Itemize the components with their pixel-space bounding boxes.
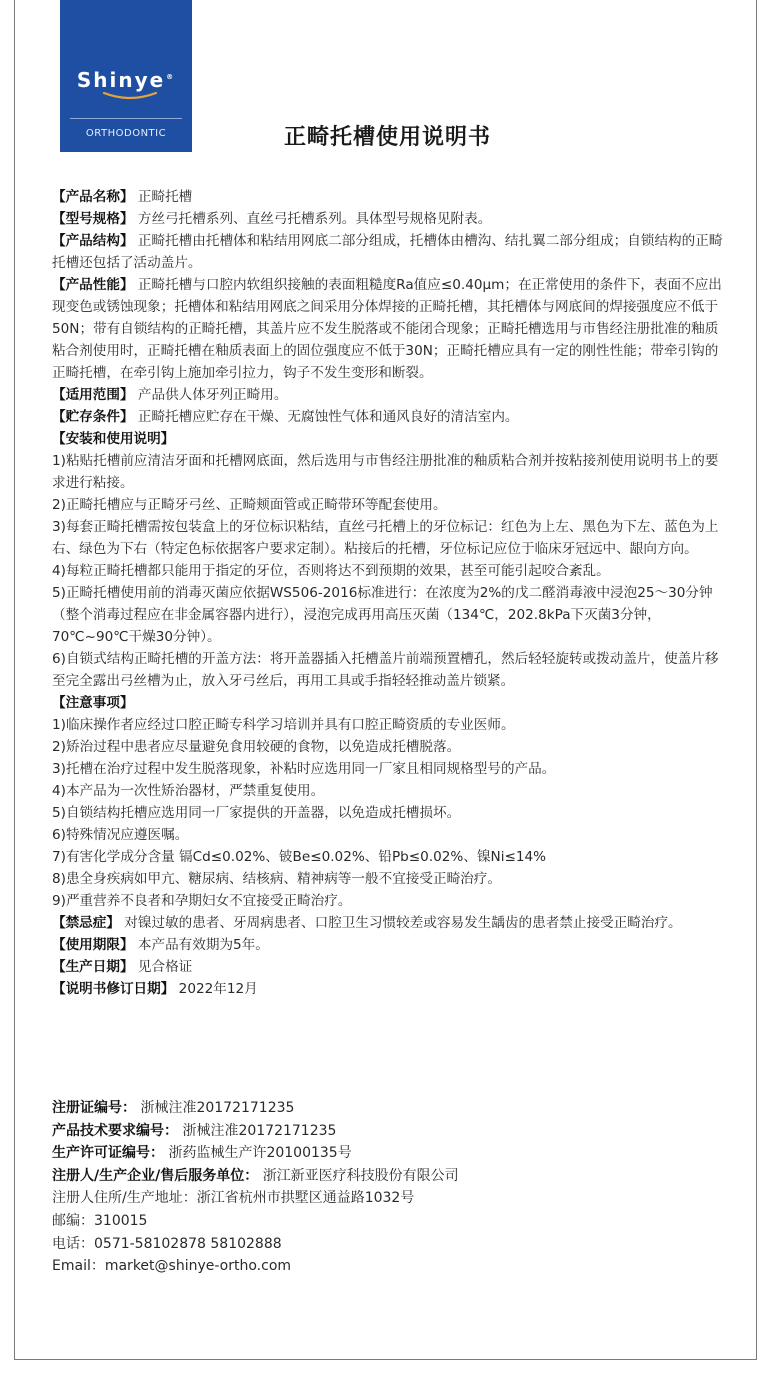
section-line-text: 3)托槽在治疗过程中发生脱落现象，补粘时应选用同一厂家且相同规格型号的产品。 <box>52 761 556 777</box>
section-line <box>52 648 724 692</box>
section-line <box>52 384 724 406</box>
section-line-text: 4)每粒正畸托槽都只能用于指定的牙位，否则将达不到预期的效果，甚至可能引起咬合紊乱。 <box>52 563 610 579</box>
section-line-text: 正畸托槽由托槽体和粘结用网底二部分组成，托槽体由槽沟、结扎翼二部分组成；自锁结构的正畸托槽还包括了活动盖片。 <box>52 233 723 271</box>
section-line-label: 【产品性能】 <box>52 277 134 293</box>
section-line <box>52 780 724 802</box>
section-line-text: 正畸托槽与口腔内软组织接触的表面粗糙度Ra值应≤0.40μm；在正常使用的条件下，表面不应出现变色或锈蚀现象；托槽体和粘结用网底之间采用分体焊接的正畸托槽，其托槽体与网底间的焊接强度应不低于50N；带有自锁结构的正畸托槽，其盖片应不发生脱落或不能闭合现象；正畸托槽选用与市售经注册批准的釉质粘合剂使用时，正畸托槽在釉质表面上的固位强度应不低于30N；正畸托槽应具有一定的刚性性能；带牵引钩的正畸托槽，在牵引钩上施加牵引拉力，钩子不发生变形和断裂。 <box>52 277 722 381</box>
section-line <box>52 208 724 230</box>
section-line-text: 产品供人体牙列正畸用。 <box>137 387 288 403</box>
section-line <box>52 582 724 648</box>
footer-line-label: 注册证编号： <box>52 1100 136 1116</box>
section-line <box>52 450 724 494</box>
logo-brand <box>60 68 192 92</box>
section-line <box>52 230 724 274</box>
footer-line <box>52 1097 724 1120</box>
section-line <box>52 406 724 428</box>
section-line <box>52 824 724 846</box>
logo-subtitle: ORTHODONTIC <box>85 128 167 139</box>
footer-line-text: 邮编：310015 <box>52 1212 148 1229</box>
section-line-text: 6)特殊情况应遵医嘱。 <box>52 827 189 843</box>
footer-line-text: 浙江新亚医疗科技股份有限公司 <box>262 1167 459 1184</box>
section-line-text: 6)自锁式结构正畸托槽的开盖方法：将开盖器插入托槽盖片前端预置槽孔，然后轻轻旋转或拨动盖片，使盖片移至完全露出弓丝槽为止，放入牙弓丝后，再用工具或手指轻轻推动盖片锁紧。 <box>52 651 719 689</box>
section-line <box>52 846 724 868</box>
footer-line <box>52 1255 724 1278</box>
section-line-label: 【适用范围】 <box>52 387 134 403</box>
document-title: 正畸托槽使用说明书 <box>283 125 491 150</box>
section-line-text: 5)自锁结构托槽应选用同一厂家提供的开盖器，以免造成托槽损坏。 <box>52 805 461 821</box>
footer-line-text: 浙械注准20172171235 <box>182 1122 337 1139</box>
section-line <box>52 978 724 1000</box>
section-line-text: 9)严重营养不良者和孕期妇女不宜接受正畸治疗。 <box>52 893 352 909</box>
section-line-text: 方丝弓托槽系列、直丝弓托槽系列。具体型号规格见附表。 <box>137 211 492 227</box>
section-line <box>52 494 724 516</box>
section-line-text: 4)本产品为一次性矫治器材，严禁重复使用。 <box>52 783 325 799</box>
footer-line <box>52 1165 724 1188</box>
section-line-text: 7)有害化学成分含量 镉Cd≤0.02%、铍Be≤0.02%、铅Pb≤0.02%、镍Ni≤14% <box>52 849 547 865</box>
footer-line-text: 浙药监械生产许20100135号 <box>168 1145 352 1162</box>
section-line <box>52 186 724 208</box>
section-line-label: 【产品名称】 <box>52 189 134 205</box>
section-line <box>52 736 724 758</box>
section-line <box>52 714 724 736</box>
section-line <box>52 560 724 582</box>
footer-line <box>52 1210 724 1233</box>
section-line <box>52 428 724 450</box>
section-line-text: 2)矫治过程中患者应尽量避免食用较硬的食物，以免造成托槽脱落。 <box>52 739 461 755</box>
section-line <box>52 274 724 384</box>
logo-registered-mark: ® <box>166 73 176 82</box>
section-line-text: 正畸托槽应贮存在干燥、无腐蚀性气体和通风良好的清洁室内。 <box>137 409 519 425</box>
section-line <box>52 934 724 956</box>
footer-line <box>52 1120 724 1143</box>
section-line-text: 2)正畸托槽应与正畸牙弓丝、正畸颊面管或正畸带环等配套使用。 <box>52 497 447 513</box>
footer-line-text: 浙械注准20172171235 <box>140 1100 295 1116</box>
section-line-text: 1)临床操作者应经过口腔正畸专科学习培训并具有口腔正畸资质的专业医师。 <box>52 717 515 733</box>
section-line-text: 见合格证 <box>137 959 193 975</box>
section-line <box>52 692 724 714</box>
footer-line-label: 生产许可证编号： <box>52 1145 164 1162</box>
section-line-label: 【产品结构】 <box>52 233 134 249</box>
logo-smile-icon <box>102 92 158 100</box>
footer-line-text: 电话：0571-58102878 58102888 <box>52 1235 282 1252</box>
section-line-text: 正畸托槽 <box>137 189 193 205</box>
section-line-text: 2022年12月 <box>178 981 258 997</box>
section-line-text: 本产品有效期为5年。 <box>137 937 269 953</box>
section-line-label: 【注意事项】 <box>52 695 134 711</box>
section-line-label: 【禁忌症】 <box>52 915 120 931</box>
section-line <box>52 912 724 934</box>
footer-line-label: 注册人/生产企业/售后服务单位： <box>52 1167 259 1184</box>
section-line-text: 8)患全身疾病如甲亢、糖尿病、结核病、精神病等一般不宜接受正畸治疗。 <box>52 871 501 887</box>
footer-line <box>52 1187 724 1210</box>
section-line-label: 【说明书修订日期】 <box>52 981 175 997</box>
section-line <box>52 758 724 780</box>
section-line-text: 对镍过敏的患者、牙周病患者、口腔卫生习惯较差或容易发生龋齿的患者禁止接受正畸治疗。 <box>124 915 682 931</box>
footer-line-text: 注册人住所/生产地址：浙江省杭州市拱墅区通益路1032号 <box>52 1190 415 1207</box>
footer-line <box>52 1142 724 1165</box>
footer-line <box>52 1233 724 1256</box>
section-line-label: 【使用期限】 <box>52 937 134 953</box>
section-line-text: 3)每套正畸托槽需按包装盒上的牙位标识粘结，直丝弓托槽上的牙位标记：红色为上左、黑色为下左、蓝色为上右、绿色为下右（特定色标依据客户要求定制）。粘接后的托槽，牙位标记应位于临床牙冠远中、龈向方向。 <box>52 519 719 557</box>
footer-line-text: Email：market@shinye-ortho.com <box>52 1258 292 1275</box>
section-line <box>52 516 724 560</box>
instructions-body <box>52 186 724 1000</box>
logo-brand-text: Shinye <box>76 68 166 92</box>
section-line-label: 【生产日期】 <box>52 959 134 975</box>
section-line <box>52 802 724 824</box>
section-line-label: 【型号规格】 <box>52 211 134 227</box>
footer-line-label: 产品技术要求编号： <box>52 1122 178 1139</box>
section-line-label: 【安装和使用说明】 <box>52 431 175 447</box>
section-line <box>52 868 724 890</box>
section-line-text: 5)正畸托槽使用前的消毒灭菌应依据WS506-2016标准进行：在浓度为2%的戊二醛消毒液中浸泡25～30分钟（整个消毒过程应在非金属容器内进行），浸泡完成再用高压灭菌（134℃，202.8kPa下灭菌3分钟，70℃~90℃干燥30分钟）。 <box>52 585 713 645</box>
section-line <box>52 956 724 978</box>
registration-info <box>52 1097 724 1278</box>
section-line-text: 1)粘贴托槽前应清洁牙面和托槽网底面，然后选用与市售经注册批准的釉质粘合剂并按粘接剂使用说明书上的要求进行粘接。 <box>52 453 719 491</box>
logo-divider <box>70 118 182 119</box>
section-line <box>52 890 724 912</box>
section-line-label: 【贮存条件】 <box>52 409 134 425</box>
